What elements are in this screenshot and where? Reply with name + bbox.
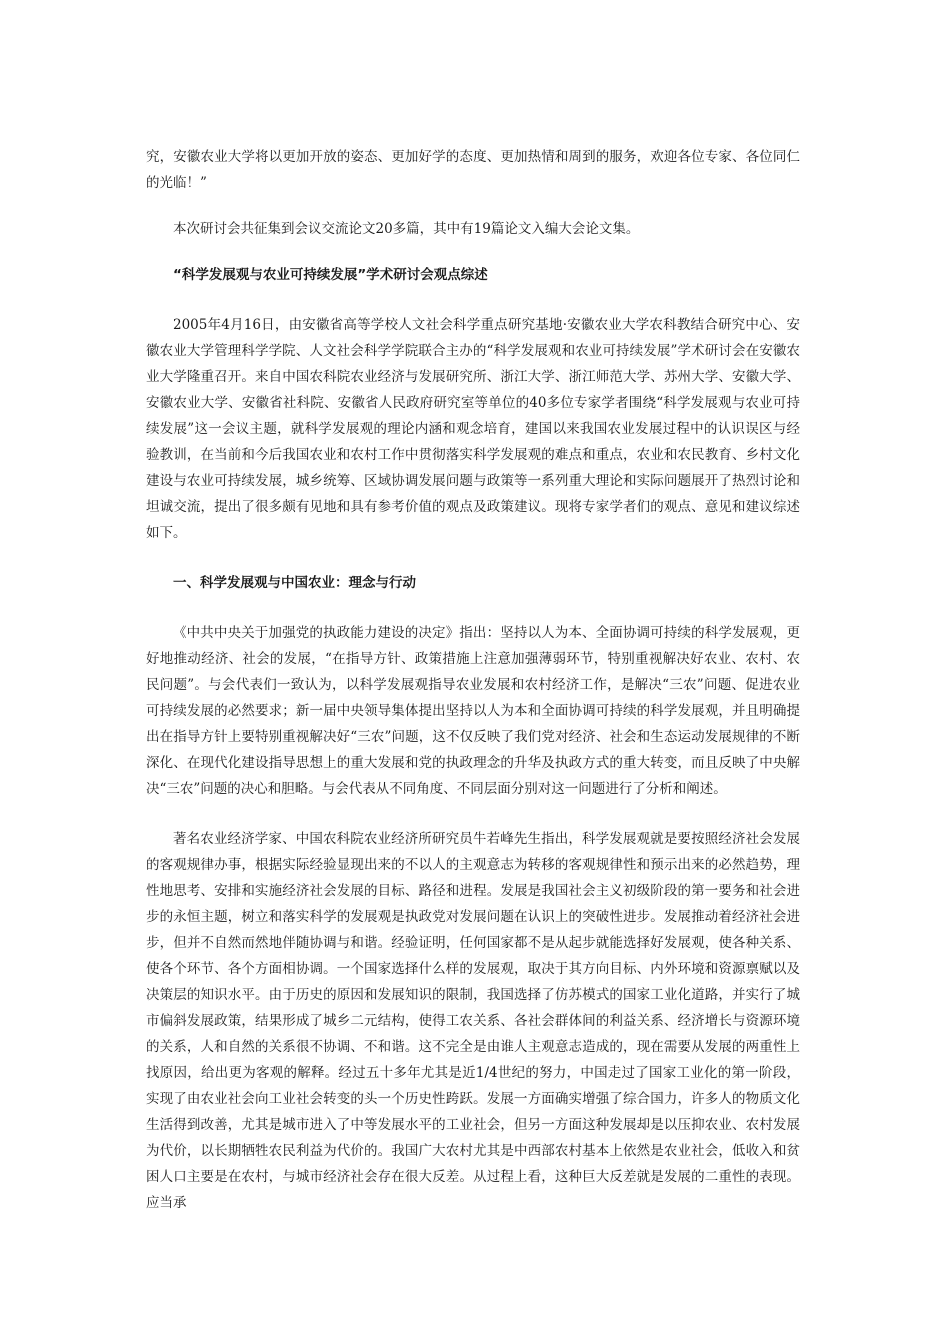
spacer xyxy=(146,546,800,570)
section1-paragraph-2: 著名农业经济学家、中国农科院农业经济所研究员牛若峰先生指出，科学发展观就是要按照经济社会发展的客观规律办事，根据实际经验显现出来的不以人的主观意志为转移的客观规律性和预示出来的必然趋势，理性地思考、安排和实施经济社会发展的目标、路径和进程。发展是我国社会主义初级阶段的第一要务和社会进步的永恒主题，树立和落实科学的发展观是执政党对发展问题在认识上的突破性进步。发展推动着经济社会进步，但并不自然而然地伴随协调与和谐。经验证明，任何国家都不是从起步就能选择好发展观，使各种关系、使各个环节、各个方面相协调。一个国家选择什么样的发展观，取决于其方向目标、内外环境和资源禀赋以及决策层的知识水平。由于历史的原因和发展知识的限制，我国选择了仿苏模式的国家工业化道路，并实行了城市偏斜发展政策，结果形成了城乡二元结构，使得工农关系、各社会群体间的利益关系、经济增长与资源环境的关系，人和自然的关系很不协调、不和谐。这不完全是由谁人主观意志造成的，现在需要从发展的两重性上找原因，给出更为客观的解释。经过五十多年尤其是近1/4世纪的努力，中国走过了国家工业化的第一阶段，实现了由农业社会向工业社会转变的头一个历史性跨跃。发展一方面确实增强了综合国力，许多人的物质文化生活得到改善，尤其是城市进入了中等发展水平的工业社会，但另一方面这种发展却是以压抑农业、农村发展为代价，以长期牺牲农民利益为代价的。我国广大农村尤其是中西部农村基本上依然是农业社会，低收入和贫困人口主要是在农村，与城市经济社会存在很大反差。从过程上看，这种巨大反差就是发展的二重性的表现。应当承 xyxy=(146,831,800,1211)
spacer xyxy=(146,596,800,620)
section1-heading: 一、科学发展观与中国农业：理念与行动 xyxy=(173,575,416,591)
spacer xyxy=(146,288,800,312)
intro-paragraph: 2005年4月16日，由安徽省高等学校人文社会科学重点研究基地·安徽农业大学农科教结合研究中心、安徽农业大学管理科学学院、人文社会科学学院联合主办的“科学发展观和农业可持续发展”学术研讨会在安徽农业大学隆重召开。来自中国农科院农业经济与发展研究所、浙江大学、浙江师范大学、苏州大学、安徽大学、安徽农业大学、安徽省社科院、安徽省人民政府研究室等单位的40多位专家学者围绕“科学发展观与农业可持续发展”这一会议主题，就科学发展观的理论内涵和观念培育，建国以来我国农业发展过程中的认识误区与经验教训，在当前和今后我国农业和农村工作中贯彻落实科学发展观的难点和重点，农业和农民教育、乡村文化建设与农业可持续发展，城乡统筹、区域协调发展问题与政策等一系列重大理论和实际问题展开了热烈讨论和坦诚交流，提出了很多颇有见地和具有参考价值的观点及政策建议。现将专家学者们的观点、意见和建议综述如下。 xyxy=(146,317,800,541)
paper-count-paragraph: 本次研讨会共征集到会议交流论文20多篇，其中有19篇论文入编大会论文集。 xyxy=(173,221,640,237)
summary-title: “科学发展观与农业可持续发展”学术研讨会观点综述 xyxy=(173,267,488,283)
document-page xyxy=(146,144,800,1216)
section1-paragraph-1: 《中共中央关于加强党的执政能力建设的决定》指出：坚持以人为本、全面协调可持续的科学发展观，更好地推动经济、社会的发展，“在指导方针、政策措施上注意加强薄弱环节，特别重视解决好农业、农村、农民问题”。与会代表们一致认为，以科学发展观指导农业发展和农村经济工作，是解决“三农”问题、促进农业可持续发展的必然要求；新一届中央领导集体提出坚持以人为本和全面协调可持续的科学发展观，并且明确提出在指导方针上要特别重视解决好“三农”问题，这不仅反映了我们党对经济、社会和生态运动发展规律的不断深化、在现代化建设指导思想上的重大发展和党的执政理念的升华及执政方式的重大转变，而且反映了中央解决“三农”问题的决心和胆略。与会代表从不同角度、不同层面分别对这一问题进行了分析和阐述。 xyxy=(146,625,800,797)
continuation-paragraph: 究，安徽农业大学将以更加开放的姿态、更加好学的态度、更加热情和周到的服务，欢迎各位专家、各位同仁的光临！” xyxy=(146,149,800,191)
spacer xyxy=(146,242,800,262)
spacer xyxy=(146,196,800,216)
spacer xyxy=(146,802,800,826)
